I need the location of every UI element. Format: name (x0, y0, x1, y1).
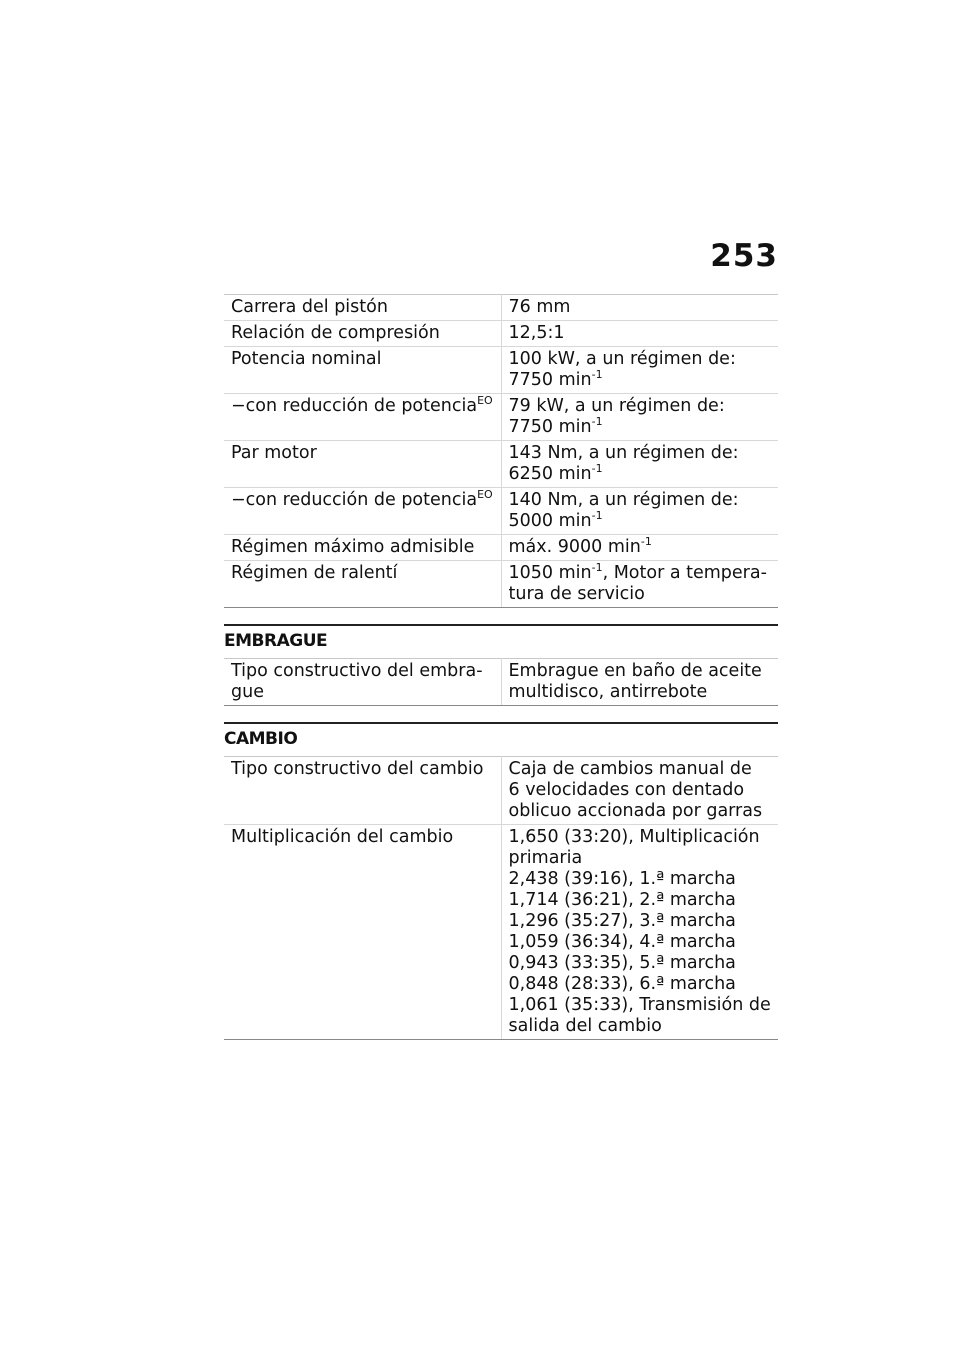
spec-key: Régimen máximo admisible (224, 535, 501, 561)
embrague-spec-table (224, 658, 778, 706)
spec-key: Carrera del pistón (224, 295, 501, 321)
spec-key: Relación de compresión (224, 321, 501, 347)
section-heading-cambio: CAMBIO (224, 722, 778, 756)
section-heading-embrague: EMBRAGUE (224, 624, 778, 658)
spec-value: 143 Nm, a un régimen de: 6250 $\min^{-1}$ (501, 441, 778, 488)
spec-value: 100 kW, a un régimen de: 7750 $\min^{-1}$ (501, 347, 778, 394)
table-row (224, 321, 778, 347)
table-row (224, 757, 778, 825)
page-number: 253 (710, 238, 778, 274)
spec-value: máx. 9000 $\min^{-1}$ (501, 535, 778, 561)
table-row (224, 561, 778, 608)
table-row (224, 659, 778, 706)
spec-key: Multiplicación del cambio (224, 825, 501, 1040)
spec-value: 79 kW, a un régimen de: 7750 $\min^{-1}$ (501, 394, 778, 441)
spec-content (224, 294, 778, 1040)
spec-key: −con reducción de potencia$^{EO}$ (224, 394, 501, 441)
spec-key: Tipo constructivo del cambio (224, 757, 501, 825)
cambio-spec-table (224, 756, 778, 1040)
table-row (224, 441, 778, 488)
engine-spec-table (224, 294, 778, 608)
spec-value: 140 Nm, a un régimen de: 5000 $\min^{-1}$ (501, 488, 778, 535)
spec-value: Caja de cambios manual de 6 velocidades con dentado oblicuo accionada por garras (501, 757, 778, 825)
spec-value: 1,650 (33:20), Multiplicación primaria 2,438 (39:16), 1.ª marcha 1,714 (36:21), 2.ª marcha 1,296 (35:27), 3.ª marcha 1,059 (36:34), 4.ª marcha 0,943 (33:35), 5.ª marcha 0,848 (28:33), 6.ª marcha 1,061 (35:33), Transmisión de salida del cambio (501, 825, 778, 1040)
spec-key: −con reducción de potencia$^{EO}$ (224, 488, 501, 535)
table-row (224, 535, 778, 561)
spec-value: Embrague en baño de aceite multidisco, antirrebote (501, 659, 778, 706)
table-row (224, 295, 778, 321)
table-row (224, 488, 778, 535)
table-row (224, 347, 778, 394)
spec-value: 12,5:1 (501, 321, 778, 347)
table-row (224, 825, 778, 1040)
spec-value: 1050 $\min^{-1}$, Motor a tempera- tura de servicio (501, 561, 778, 608)
spec-key: Régimen de ralentí (224, 561, 501, 608)
spec-key: Tipo constructivo del embra- gue (224, 659, 501, 706)
spec-key: Par motor (224, 441, 501, 488)
table-row (224, 394, 778, 441)
spec-value: 76 mm (501, 295, 778, 321)
spec-key: Potencia nominal (224, 347, 501, 394)
